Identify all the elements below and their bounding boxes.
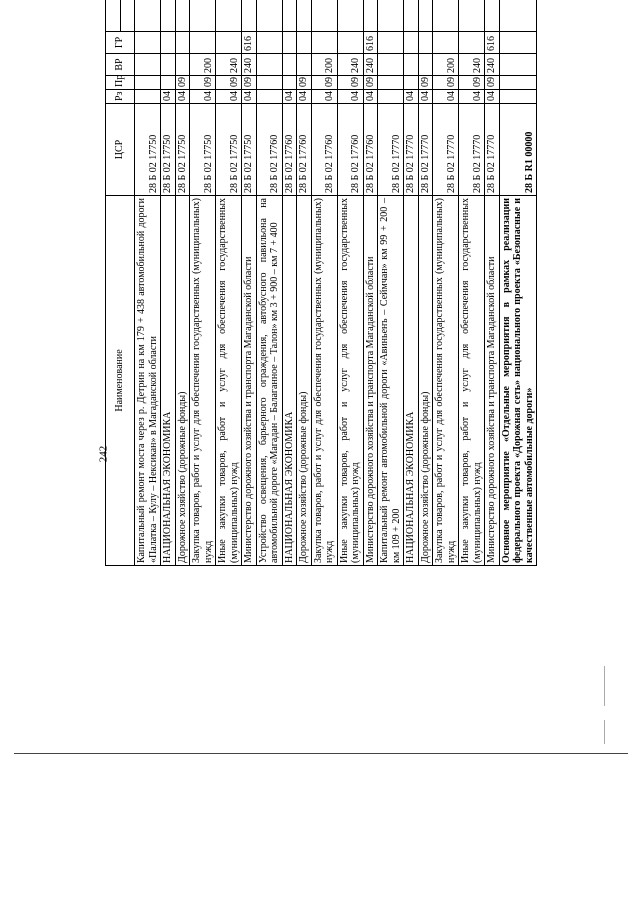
row-2022	[190, 0, 216, 32]
table-row	[311, 0, 337, 566]
row-vr	[256, 54, 282, 76]
table-row	[337, 0, 363, 566]
row-vr: 240	[485, 54, 500, 76]
row-2022	[256, 0, 282, 32]
table-row	[485, 0, 500, 566]
row-vr: 200	[190, 54, 216, 76]
row-2022	[311, 0, 337, 32]
row-name: Закупка товаров, работ и услуг для обеспечения государственных (муниципальных) нужд	[311, 196, 337, 566]
row-csr: 28 Б 02 17770	[378, 104, 404, 196]
header-rz: Рз	[106, 90, 135, 104]
row-gr	[433, 32, 459, 54]
row-csr: 28 Б 02 17770	[433, 104, 459, 196]
table-row	[418, 0, 433, 566]
row-name: Иные закупки товаров, работ и услуг для обеспечения государственных (муниципальных) нужд	[216, 196, 242, 566]
row-pr: 09	[459, 76, 485, 90]
row-csr: 28 Б 02 17760	[311, 104, 337, 196]
scan-mark	[604, 666, 605, 706]
header-2022	[120, 0, 135, 32]
row-name: Закупка товаров, работ и услуг для обеспечения государственных (муниципальных) нужд	[190, 196, 216, 566]
row-name: Иные закупки товаров, работ и услуг для обеспечения государственных (муниципальных) нужд	[337, 196, 363, 566]
row-pr	[404, 76, 419, 90]
row-pr: 09	[297, 76, 312, 90]
row-name: Основное мероприятие «Отдельные мероприятия в рамках реализации федерального проекта «Дорожная сеть» национального проекта «Безопасные и качественные автомобильные дороги»	[499, 196, 537, 566]
row-csr: 28 Б 02 17770	[459, 104, 485, 196]
row-gr: 616	[242, 32, 257, 54]
row-pr: 09	[216, 76, 242, 90]
row-2022	[175, 0, 190, 32]
row-2022	[216, 0, 242, 32]
table-row	[135, 0, 161, 566]
row-pr: 09	[418, 76, 433, 90]
row-rz: 04	[190, 90, 216, 104]
row-vr	[161, 54, 176, 76]
row-vr	[135, 54, 161, 76]
table-row	[282, 0, 297, 566]
row-name: Дорожное хозяйство (дорожные фонды)	[297, 196, 312, 566]
table-row	[256, 0, 282, 566]
row-pr: 09	[363, 76, 378, 90]
row-pr	[378, 76, 404, 90]
row-vr: 200	[311, 54, 337, 76]
row-rz: 04	[216, 90, 242, 104]
row-csr: 28 Б 02 17760	[297, 104, 312, 196]
row-name: Иные закупки товаров, работ и услуг для обеспечения государственных (муниципальных) нужд	[459, 196, 485, 566]
row-name: Капитальный ремонт моста через р. Детрин на км 179 + 438 автомобильной дороги «Палатка – Кулу – Нексикан» в Магаданской области	[135, 196, 161, 566]
row-pr: 09	[311, 76, 337, 90]
scan-mark	[604, 720, 605, 744]
table-row	[175, 0, 190, 566]
row-name: Министерство дорожного хозяйства и транспорта Магаданской области	[363, 196, 378, 566]
row-pr: 09	[242, 76, 257, 90]
header-vr: ВР	[106, 54, 135, 76]
row-rz: 04	[485, 90, 500, 104]
row-csr: 28 Б 02 17750	[216, 104, 242, 196]
row-pr: 09	[190, 76, 216, 90]
table-row	[404, 0, 419, 566]
row-name: Капитальный ремонт автомобильной дороги «Авиньенъ – Сеймчан» км 99 + 200 – км 109 + 200	[378, 196, 404, 566]
row-gr	[282, 32, 297, 54]
row-rz	[499, 90, 537, 104]
page-number: 242	[97, 445, 110, 463]
row-name: Закупка товаров, работ и услуг для обеспечения государственных (муниципальных) нужд	[433, 196, 459, 566]
row-name: НАЦИОНАЛЬНАЯ ЭКОНОМИКА	[161, 196, 176, 566]
table-row	[216, 0, 242, 566]
row-2022	[161, 0, 176, 32]
table-row	[363, 0, 378, 566]
row-name: Министерство дорожного хозяйства и транспорта Магаданской области	[485, 196, 500, 566]
row-2022	[378, 0, 404, 32]
row-rz: 04	[418, 90, 433, 104]
row-vr	[404, 54, 419, 76]
row-rz: 04	[404, 90, 419, 104]
header-row-1	[106, 0, 121, 566]
table-row	[378, 0, 404, 566]
row-pr	[499, 76, 537, 90]
row-vr	[282, 54, 297, 76]
table-row	[242, 0, 257, 566]
row-2022	[433, 0, 459, 32]
table-row	[161, 0, 176, 566]
row-2022	[459, 0, 485, 32]
row-csr: 28 Б 02 17760	[282, 104, 297, 196]
row-pr	[256, 76, 282, 90]
row-2022	[363, 0, 378, 32]
row-2022	[485, 0, 500, 32]
table-row	[499, 0, 537, 566]
row-gr	[190, 32, 216, 54]
row-2022	[337, 0, 363, 32]
budget-table	[105, 0, 537, 566]
row-2022	[418, 0, 433, 32]
row-2022	[135, 0, 161, 32]
row-2022	[404, 0, 419, 32]
row-gr	[175, 32, 190, 54]
row-2022	[242, 0, 257, 32]
table-row	[190, 0, 216, 566]
row-vr	[175, 54, 190, 76]
table-row	[297, 0, 312, 566]
row-csr: 28 Б R1 00000	[499, 104, 537, 196]
row-csr: 28 Б 02 17750	[135, 104, 161, 196]
header-gr: ГР	[106, 32, 135, 54]
row-name: Министерство дорожного хозяйства и транспорта Магаданской области	[242, 196, 257, 566]
row-pr: 09	[337, 76, 363, 90]
row-rz	[256, 90, 282, 104]
row-2022	[297, 0, 312, 32]
row-pr: 09	[175, 76, 190, 90]
header-name: Наименование	[106, 196, 135, 566]
row-gr	[499, 32, 537, 54]
row-csr: 28 Б 02 17770	[485, 104, 500, 196]
row-gr	[216, 32, 242, 54]
row-2022	[282, 0, 297, 32]
row-gr	[418, 32, 433, 54]
budget-table-wrapper	[105, 0, 565, 566]
header-csr: ЦСР	[106, 104, 135, 196]
row-rz: 04	[433, 90, 459, 104]
row-rz	[378, 90, 404, 104]
row-vr	[499, 54, 537, 76]
row-name: Устройство освещения, барьерного ограждения, автобусного павильона на автомобильной дороге «Магадан – Балаганное – Талон» км 3 + 900 – км 7 + 400	[256, 196, 282, 566]
row-pr	[161, 76, 176, 90]
row-vr: 240	[363, 54, 378, 76]
row-csr: 28 Б 02 17750	[175, 104, 190, 196]
row-csr: 28 Б 02 17760	[256, 104, 282, 196]
row-rz: 04	[175, 90, 190, 104]
row-vr: 240	[337, 54, 363, 76]
row-pr	[135, 76, 161, 90]
row-rz: 04	[363, 90, 378, 104]
row-csr: 28 Б 02 17760	[337, 104, 363, 196]
row-rz: 04	[459, 90, 485, 104]
row-gr	[297, 32, 312, 54]
row-csr: 28 Б 02 17770	[404, 104, 419, 196]
header-pr: Пр	[106, 76, 135, 90]
row-name: Дорожное хозяйство (дорожные фонды)	[175, 196, 190, 566]
row-csr: 28 Б 02 17770	[418, 104, 433, 196]
row-name: НАЦИОНАЛЬНАЯ ЭКОНОМИКА	[282, 196, 297, 566]
row-rz: 04	[242, 90, 257, 104]
row-rz: 04	[297, 90, 312, 104]
row-gr: 616	[485, 32, 500, 54]
row-vr	[297, 54, 312, 76]
row-csr: 28 Б 02 17750	[161, 104, 176, 196]
row-pr: 09	[433, 76, 459, 90]
row-vr: 200	[433, 54, 459, 76]
row-vr: 240	[459, 54, 485, 76]
row-csr: 28 Б 02 17750	[190, 104, 216, 196]
row-2022	[499, 0, 537, 32]
table-row	[433, 0, 459, 566]
row-vr: 240	[242, 54, 257, 76]
row-vr: 240	[216, 54, 242, 76]
row-rz: 04	[282, 90, 297, 104]
row-vr	[418, 54, 433, 76]
row-csr: 28 Б 02 17760	[363, 104, 378, 196]
row-gr	[311, 32, 337, 54]
row-gr	[378, 32, 404, 54]
row-csr: 28 Б 02 17750	[242, 104, 257, 196]
row-gr: 616	[363, 32, 378, 54]
row-pr: 09	[485, 76, 500, 90]
row-pr	[282, 76, 297, 90]
row-rz: 04	[311, 90, 337, 104]
row-name: Дорожное хозяйство (дорожные фонды)	[418, 196, 433, 566]
row-name: НАЦИОНАЛЬНАЯ ЭКОНОМИКА	[404, 196, 419, 566]
table-row	[459, 0, 485, 566]
row-gr	[135, 32, 161, 54]
row-gr	[256, 32, 282, 54]
header-sum	[106, 0, 121, 32]
row-gr	[404, 32, 419, 54]
row-vr	[378, 54, 404, 76]
footer-rule	[14, 753, 628, 754]
row-gr	[337, 32, 363, 54]
row-rz: 04	[161, 90, 176, 104]
row-rz	[135, 90, 161, 104]
row-rz: 04	[337, 90, 363, 104]
row-gr	[459, 32, 485, 54]
table-body	[135, 0, 537, 566]
row-gr	[161, 32, 176, 54]
